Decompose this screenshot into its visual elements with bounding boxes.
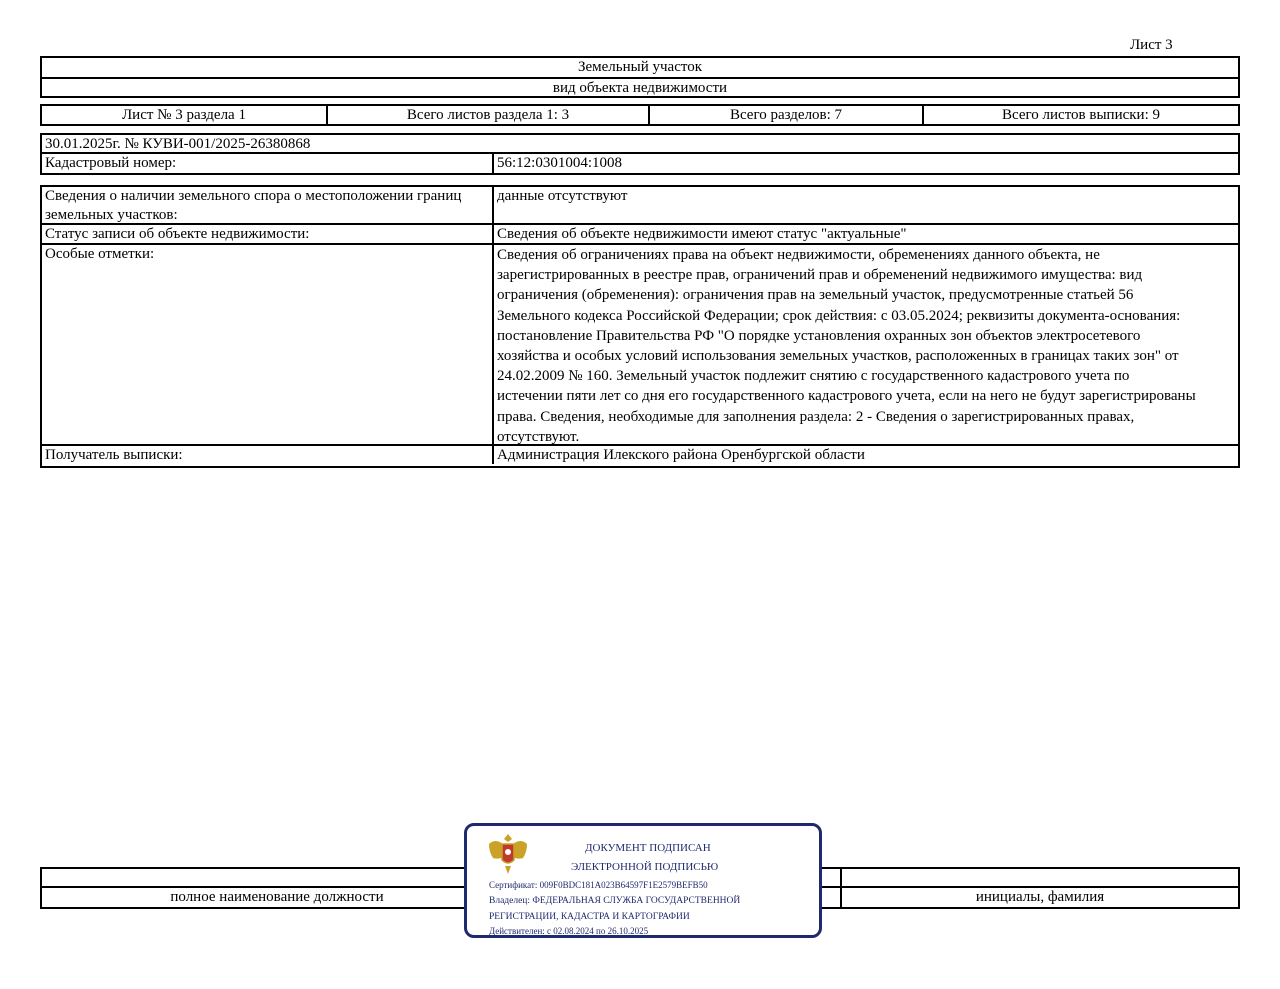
cadastral-value: 56:12:0301004:1008 xyxy=(497,155,623,171)
cadastral-label: Кадастровый номер: xyxy=(42,154,494,173)
electronic-signature-stamp xyxy=(464,823,822,938)
document-info xyxy=(40,133,1240,175)
coat-of-arms-icon xyxy=(485,830,531,876)
total-sections: Всего разделов: 7 xyxy=(650,106,924,124)
stamp-certificate: Сертификат: 009F0BDC181A023B64597F1E2579BEFB50 xyxy=(489,880,708,890)
stamp-title-line1: ДОКУМЕНТ ПОДПИСАН xyxy=(585,842,711,854)
row-label: Особые отметки: xyxy=(42,245,494,444)
object-type-header xyxy=(40,56,1240,98)
sheet-info-row xyxy=(40,104,1240,126)
name-caption: инициалы, фамилия xyxy=(975,889,1105,905)
sheet-label: Лист 3 xyxy=(1130,37,1173,53)
row-value: Администрация Илекского района Оренбургской области xyxy=(497,447,865,463)
row-label: Сведения о наличии земельного спора о местоположении границ земельных участков: xyxy=(42,187,494,223)
row-label: Получатель выписки: xyxy=(42,446,494,464)
table-row xyxy=(42,245,1238,446)
details-table xyxy=(40,185,1240,468)
object-type-caption: вид объекта недвижимости xyxy=(552,80,728,96)
stamp-owner-line2: РЕГИСТРАЦИИ, КАДАСТРА И КАРТОГРАФИИ xyxy=(489,912,690,922)
document-date-number: 30.01.2025г. № КУВИ-001/2025-26380868 xyxy=(42,135,1238,154)
stamp-owner-line1: Владелец: ФЕДЕРАЛЬНАЯ СЛУЖБА ГОСУДАРСТВЕННОЙ xyxy=(489,896,741,906)
row-value: Сведения об ограничениях права на объект недвижимости, обременениях данного объекта, не зарегистрированных в реестре прав, ограничений прав и обременений недвижимого имущества: вид ограничения (обременения): ограничения прав на земельный участок, предусмотренные статьей 56 Земельного кодекса Российской Федерации; срок действия: с 03.05.2024; реквизиты документа-основания: постановление Правительства РФ "О порядке установления охранных зон объектов электросетевого хозяйства и особых условий использования земельных участков, расположенных в границах таких зон" от 24.02.2009 № 160. Земельный участок подлежит снятию с государственного кадастрового учета по истечении пяти лет со дня его государственного кадастрового учета, если на него не будут зарегистрированы права. Сведения, необходимые для заполнения раздела: 2 - Сведения о зарегистрированных правах, отсутствуют. xyxy=(497,247,1196,445)
row-label: Статус записи об объекте недвижимости: xyxy=(42,225,494,243)
total-sheets-section: Всего листов раздела 1: 3 xyxy=(328,106,650,124)
row-value: данные отсутствуют xyxy=(497,188,628,204)
object-type: Земельный участок xyxy=(42,58,1238,79)
table-row xyxy=(42,225,1238,245)
row-value: Сведения об объекте недвижимости имеют статус "актуальные" xyxy=(497,226,907,242)
position-caption: полное наименование должности xyxy=(170,889,384,905)
stamp-validity: Действителен: с 02.08.2024 по 26.10.2025 xyxy=(489,926,649,936)
table-row xyxy=(42,187,1238,225)
total-sheets-extract: Всего листов выписки: 9 xyxy=(1002,107,1160,123)
sheet-number: Лист № 3 раздела 1 xyxy=(42,106,328,124)
stamp-title-line2: ЭЛЕКТРОННОЙ ПОДПИСЬЮ xyxy=(571,861,719,873)
table-row xyxy=(42,446,1238,464)
